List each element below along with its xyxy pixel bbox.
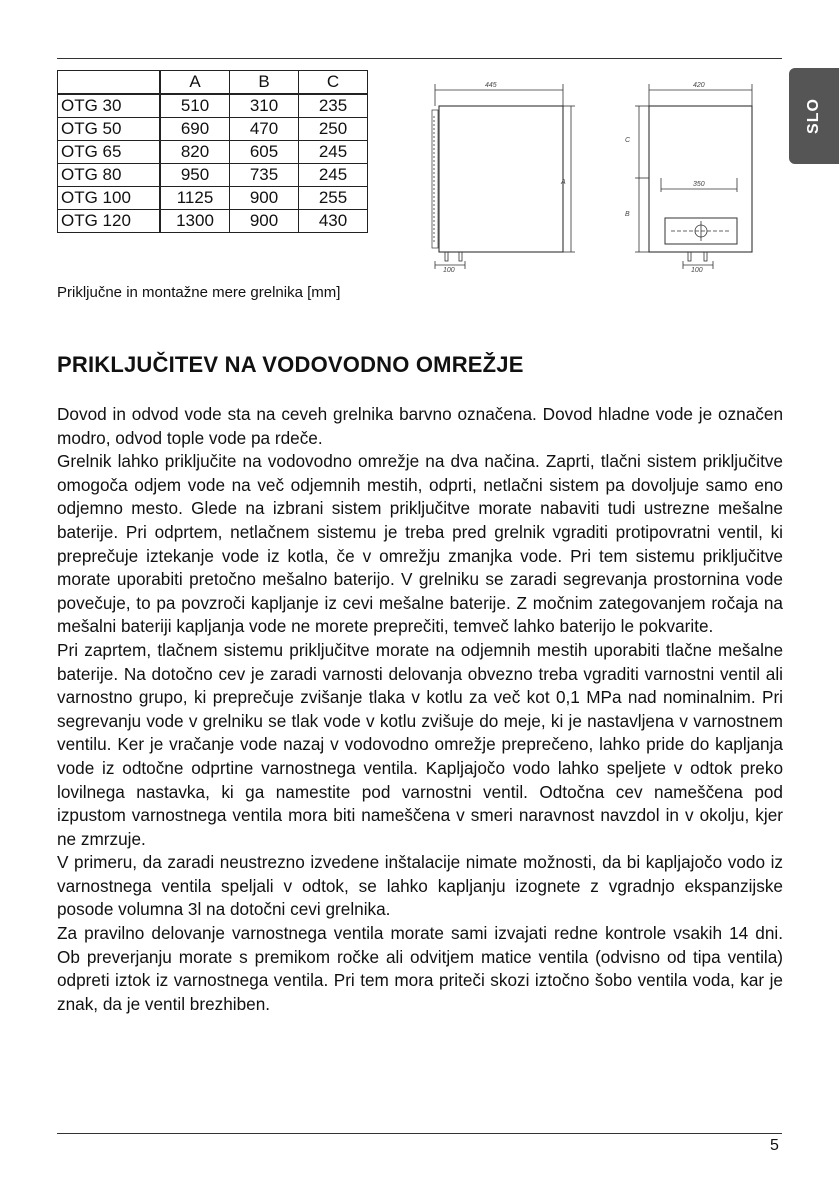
table-cell: 250 — [299, 118, 368, 141]
table-cell: 310 — [230, 94, 299, 118]
language-tab — [789, 68, 839, 164]
side-pipe-left — [688, 252, 691, 261]
table-cell: 820 — [160, 141, 230, 164]
table-cell: OTG 100 — [58, 187, 161, 210]
table-cell: OTG 80 — [58, 164, 161, 187]
side-width-label: 420 — [693, 82, 705, 89]
table-header-row — [58, 71, 368, 95]
front-view-bracket — [432, 110, 438, 248]
paragraph: Za pravilno delovanje varnostnega ventila morate sami izvajati redne kontrole vsakih 14 dni. Ob preverjanju morate s premikom ročke ali odvitjem matice ventila (odvisno od tipa ventila) odpreti iztok iz varnostnega ventila. Pri tem mora priteči skozi iztočno šobo ventila voda, kar je znak, da je ventil brezhiben. — [57, 923, 783, 1014]
table-cell: 1300 — [160, 210, 230, 233]
heater-dimension-drawing — [415, 72, 765, 277]
table-row — [58, 187, 368, 210]
table-cell: OTG 120 — [58, 210, 161, 233]
table-cell: 430 — [299, 210, 368, 233]
table-cell: 735 — [230, 164, 299, 187]
side-pipe-label: 100 — [691, 267, 703, 274]
table-cell: 690 — [160, 118, 230, 141]
table-cell: 510 — [160, 94, 230, 118]
front-pipe-right — [459, 252, 462, 261]
table-header-cell: C — [299, 71, 368, 95]
front-pipe-label: 100 — [443, 267, 455, 274]
table-row — [58, 210, 368, 233]
table-row — [58, 141, 368, 164]
table-cell: OTG 50 — [58, 118, 161, 141]
side-inner-label: 350 — [693, 181, 705, 188]
table-cell: 605 — [230, 141, 299, 164]
paragraph: V primeru, da zaradi neustrezno izvedene inštalacije nimate možnosti, da bi kapljajočo vodo iz varnostnega ventila speljali v odtok, se lahko kapljanju izognete z vgradnjo ekspanzijske posode volumna 3l na dotočni cevi grelnika. — [57, 852, 783, 920]
table-header-cell — [58, 71, 161, 95]
paragraph: Dovod in odvod vode sta na ceveh grelnika barvno označena. Dovod hladne vode je označen modro, odvod tople vode pa rdeče. — [57, 404, 783, 448]
table-cell: 1125 — [160, 187, 230, 210]
table-cell: 900 — [230, 187, 299, 210]
table-row — [58, 94, 368, 118]
dimensions-table — [57, 70, 368, 233]
table-header-cell: B — [230, 71, 299, 95]
language-tab-label: SLO — [805, 98, 822, 134]
figure-caption: Priključne in montažne mere grelnika [mm] — [57, 284, 341, 301]
paragraph: Grelnik lahko priključite na vodovodno omrežje na dva načina. Zaprti, tlačni sistem priključitve omogoča odjem vode na več odjemnih mestih, odprti, netlačni sistem pa dovoljuje samo eno odjemno mesto. Glede na izbrani sistem priključitve morate nabaviti tudi ustrezne mešalne baterije. Pri odprtem, netlačnem sistemu je treba pred grelnik vgraditi protipovratni ventil, ki preprečuje iztekanje vode iz kotla, če v omrežju zmanjka vode. Pri tem sistemu priključitve morate uporabiti pretočno mešalno baterijo. V grelniku se zaradi segrevanja prostornina vode povečuje, to pa povzroči kapljanje iz cevi mešalne baterije. Z močnim zategovanjem ročaja na mešalni bateriji kapljanja vode ne morete preprečiti, temveč lahko baterijo le pokvarite. — [57, 451, 783, 637]
front-view-tank — [439, 106, 563, 252]
front-pipe-left — [445, 252, 448, 261]
table-cell: 245 — [299, 164, 368, 187]
table-cell: 900 — [230, 210, 299, 233]
body-text — [57, 403, 783, 1016]
front-width-label: 445 — [485, 82, 497, 89]
paragraph: Pri zaprtem, tlačnem sistemu priključitve morate na odjemnih mestih uporabiti tlačne mešalne baterije. Na dotočno cev je zaradi varnosti delovanja obvezno treba vgraditi varnostni ventil ali varnostno grupo, ki preprečuje zvišanje tlaka v kotlu za več kot 0,1 MPa nad nominalnim. Pri segrevanju vode v grelniku se tlak vode v kotlu zvišuje do meje, ki je nastavljena v varnostnem ventilu. Ker je vračanje vode nazaj v vodovodno omrežje preprečeno, lahko pride do kapljanja vode iz odtočne odprtine varnostnega ventila. Kapljajočo vodo lahko speljete v odtok preko lovilnega nastavka, ki ga namestite pod varnostni ventil. Odtočna cev nameščena pod izpustom varnostnega ventila mora biti nameščena v smeri naravnost navzdol in v okolju, kjer ne zmrzuje. — [57, 639, 783, 849]
section-heading: PRIKLJUČITEV NA VODOVODNO OMREŽJE — [57, 352, 524, 377]
table-cell: 950 — [160, 164, 230, 187]
bottom-rule — [57, 1133, 782, 1134]
table-header-cell: A — [160, 71, 230, 95]
table-row — [58, 118, 368, 141]
table-cell: OTG 65 — [58, 141, 161, 164]
table-cell: 235 — [299, 94, 368, 118]
table-cell: 245 — [299, 141, 368, 164]
table-cell: 255 — [299, 187, 368, 210]
table-cell: 470 — [230, 118, 299, 141]
side-pipe-right — [704, 252, 707, 261]
side-b-label: B — [625, 211, 630, 218]
table-cell: OTG 30 — [58, 94, 161, 118]
top-rule — [57, 58, 782, 59]
page-number: 5 — [770, 1137, 779, 1154]
front-height-label: A — [561, 179, 566, 186]
side-c-label: C — [625, 137, 631, 144]
table-row — [58, 164, 368, 187]
